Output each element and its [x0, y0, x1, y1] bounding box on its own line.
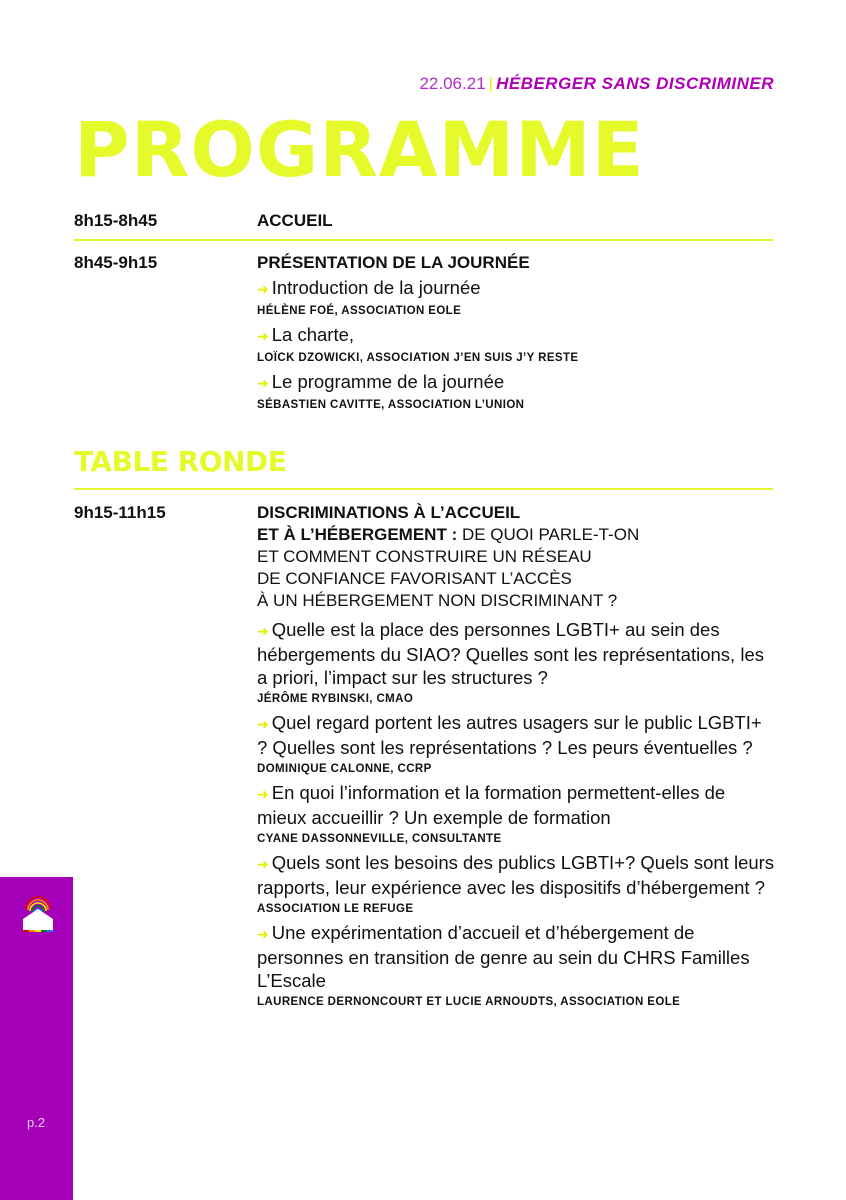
item-text: Le programme de la journée [271, 371, 505, 392]
speaker: JÉRÔME RYBINSKI, CMAO [257, 693, 414, 705]
speaker: CYANE DASSONNEVILLE, CONSULTANTE [257, 833, 502, 845]
arrow-right-icon: ➜ [257, 375, 269, 391]
speaker: LAURENCE DERNONCOURT ET LUCIE ARNOUDTS, ASSOCIATION EOLE [257, 996, 681, 1008]
arrow-right-icon: ➜ [257, 328, 269, 344]
speaker: SÉBASTIEN CAVITTE, ASSOCIATION L’UNION [257, 399, 525, 411]
time-slot-accueil: 8h15-8h45 [74, 211, 158, 230]
heading-normal: DE QUOI PARLE-T-ON [457, 525, 640, 544]
list-item [257, 781, 777, 829]
list-item [257, 921, 777, 992]
list-item [257, 323, 777, 348]
item-text: La charte, [271, 324, 355, 345]
divider [74, 488, 773, 490]
header-separator: | [488, 74, 494, 93]
header-date: 22.06.21 [419, 74, 486, 93]
speaker: HÉLÈNE FOÉ, ASSOCIATION EOLE [257, 305, 462, 317]
page-title: PROGRAMME [74, 105, 645, 194]
heading-line: ET COMMENT CONSTRUIRE UN RÉSEAU [257, 547, 592, 566]
heading-line: À UN HÉBERGEMENT NON DISCRIMINANT ? [257, 591, 618, 610]
sidebar-band [0, 877, 73, 1200]
heading-table-ronde [257, 502, 777, 612]
speaker: DOMINIQUE CALONNE, CCRP [257, 763, 432, 775]
page-number: p.2 [27, 1115, 46, 1130]
arrow-right-icon: ➜ [257, 926, 269, 942]
table-ronde-block [257, 502, 777, 1014]
list-item [257, 711, 777, 759]
presentation-block [257, 252, 777, 417]
list-item [257, 276, 777, 301]
arrow-right-icon: ➜ [257, 623, 269, 639]
arrow-right-icon: ➜ [257, 856, 269, 872]
divider [74, 239, 773, 241]
arrow-right-icon: ➜ [257, 786, 269, 802]
item-text: Quelle est la place des personnes LGBTI+ au sein des hébergements du SIAO? Quelles sont les représentations, les a priori, l’impact sur les structures ? [257, 619, 764, 688]
item-text: Introduction de la journée [271, 277, 481, 298]
arrow-right-icon: ➜ [257, 716, 269, 732]
time-slot-table-ronde: 9h15-11h15 [74, 503, 166, 522]
list-item [257, 370, 777, 395]
item-text: En quoi l’information et la formation permettent-elles de mieux accueillir ? Un exemple de formation [257, 782, 726, 828]
page-header [419, 74, 774, 94]
heading-bold: ET À L’HÉBERGEMENT : [257, 525, 458, 544]
list-item [257, 618, 777, 689]
arrow-right-icon: ➜ [257, 281, 269, 297]
header-tagline: HÉBERGER SANS DISCRIMINER [496, 74, 774, 93]
time-slot-presentation: 8h45-9h15 [74, 253, 158, 272]
speaker: ASSOCIATION LE REFUGE [257, 903, 414, 915]
rainbow-house-logo [18, 895, 58, 933]
section-title-table-ronde: TABLE RONDE [74, 445, 287, 478]
list-item [257, 851, 777, 899]
item-text: Quels sont les besoins des publics LGBTI+? Quels sont leurs rapports, leur expérience avec les dispositifs d’hébergement ? [257, 852, 775, 898]
item-text: Quel regard portent les autres usagers sur le public LGBTI+ ? Quelles sont les représentations ? Les peurs éventuelles ? [257, 712, 762, 758]
heading-line: DE CONFIANCE FAVORISANT L’ACCÈS [257, 569, 572, 588]
heading-accueil: ACCUEIL [257, 211, 333, 230]
heading-presentation: PRÉSENTATION DE LA JOURNÉE [257, 253, 530, 272]
item-text: Une expérimentation d’accueil et d’hébergement de personnes en transition de genre au sein du CHRS Familles L’Escale [257, 922, 750, 991]
heading-line: DISCRIMINATIONS À L’ACCUEIL [257, 503, 521, 522]
speaker: LOÏCK DZOWICKI, ASSOCIATION J’EN SUIS J’Y RESTE [257, 352, 579, 364]
heading-line [257, 524, 777, 546]
